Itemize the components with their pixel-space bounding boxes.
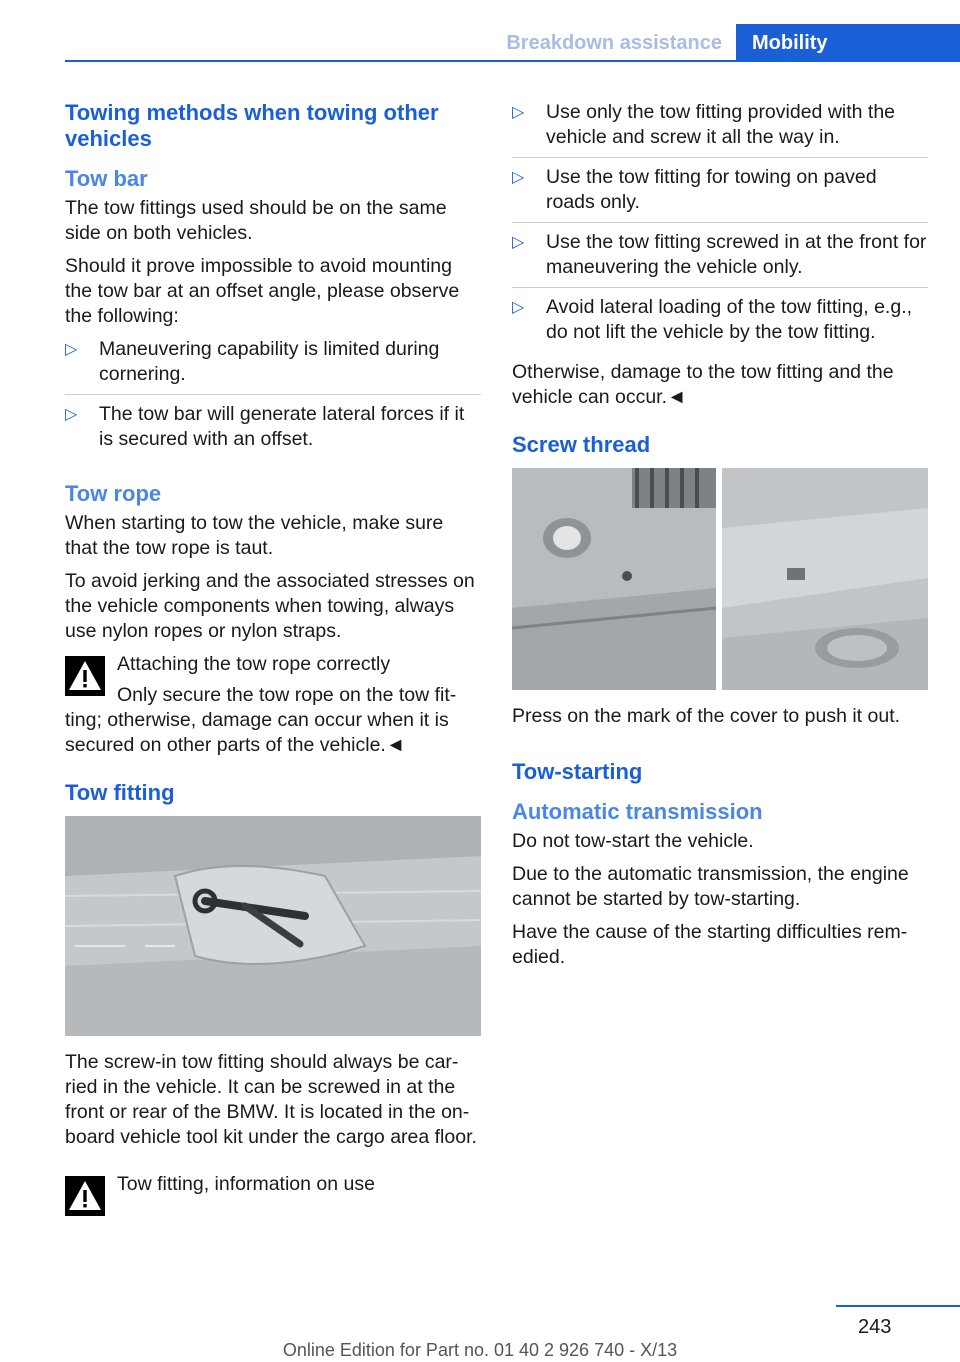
paragraph: Should it prove impossible to avoid mounting the tow bar at an offset angle, please observe the following: [65, 255, 460, 327]
footer-rule [836, 1305, 960, 1307]
heading-towing-methods: Towing methods when towing other vehicles [65, 100, 439, 151]
paragraph: The tow fittings used should be on the same side on both vehicles. [65, 197, 447, 244]
left-column [65, 100, 481, 1205]
screw-thread-image [512, 468, 928, 690]
list-item: ▷ Maneuvering capability is limited during cornering. [65, 337, 481, 395]
triangle-right-icon: ▷ [65, 406, 78, 423]
paragraph: Do not tow-start the vehicle. [512, 830, 754, 852]
triangle-right-icon: ▷ [512, 234, 525, 251]
paragraph: Due to the automatic transmission, the engine cannot be started by tow-starting. [512, 863, 909, 910]
heading-tow-fitting: Tow fitting [65, 780, 175, 805]
warning-triangle-icon [65, 656, 105, 696]
paragraph: Otherwise, damage to the tow fitting and the vehicle can occur.◄ [512, 361, 894, 408]
page-number: 243 [858, 1316, 892, 1338]
list-item: ▷ Use the tow fitting for towing on paved roads only. [512, 165, 928, 223]
page-header [0, 24, 960, 62]
heading-tow-bar: Tow bar [65, 166, 148, 191]
triangle-right-icon: ▷ [65, 341, 78, 358]
list-item: ▷ Use only the tow fitting provided with the vehicle and screw it all the way in. [512, 100, 928, 158]
header-rule [65, 60, 960, 62]
warning-text: Only secure the tow rope on the tow fitting; otherwise, damage can occur when it is secured on other parts of the vehicle.◄ [65, 684, 457, 756]
heading-tow-starting: Tow-starting [512, 759, 643, 784]
paragraph: Press on the mark of the cover to push it out. [512, 705, 901, 727]
right-column [512, 100, 928, 978]
tow-fitting-image [65, 816, 481, 1036]
paragraph: Have the cause of the starting difficulties remedied. [512, 921, 908, 968]
triangle-right-icon: ▷ [512, 104, 525, 121]
header-section-title: Breakdown assistance [506, 32, 722, 54]
warning-tow-rope [65, 652, 481, 758]
paragraph: The screw-in tow fitting should always be carried in the vehicle. It can be screwed in at the front or rear of the BMW. It is located in the onboard vehicle tool kit under the cargo area floor. [65, 1051, 477, 1148]
paragraph: To avoid jerking and the associated stresses on the vehicle components when towing, always use nylon ropes or nylon straps. [65, 570, 475, 642]
heading-tow-rope: Tow rope [65, 481, 162, 506]
tow-bar-list [65, 337, 481, 459]
triangle-right-icon: ▷ [512, 169, 525, 186]
warning-title: Tow fitting, information on use [117, 1173, 375, 1195]
heading-screw-thread: Screw thread [512, 432, 651, 457]
paragraph: When starting to tow the vehicle, make sure that the tow rope is taut. [65, 512, 444, 559]
header-chapter-tab: Mobility [736, 24, 960, 62]
list-item: ▷ Avoid lateral loading of the tow fitting, e.g., do not lift the vehicle by the tow fitting. [512, 296, 913, 343]
list-item: ▷ Use the tow fitting screwed in at the front for maneuvering the vehicle only. [512, 230, 928, 288]
heading-automatic-transmission: Automatic transmission [512, 799, 763, 824]
warning-triangle-icon [65, 1176, 105, 1216]
list-item: ▷ The tow bar will generate lateral forces if it is secured with an offset. [65, 403, 465, 450]
tow-fitting-list [512, 100, 928, 352]
triangle-right-icon: ▷ [512, 299, 525, 316]
edition-note: Online Edition for Part no. 01 40 2 926 740 - X/13 [282, 1340, 678, 1360]
warning-tow-fitting [65, 1172, 481, 1197]
warning-title: Attaching the tow rope correctly [117, 653, 391, 675]
